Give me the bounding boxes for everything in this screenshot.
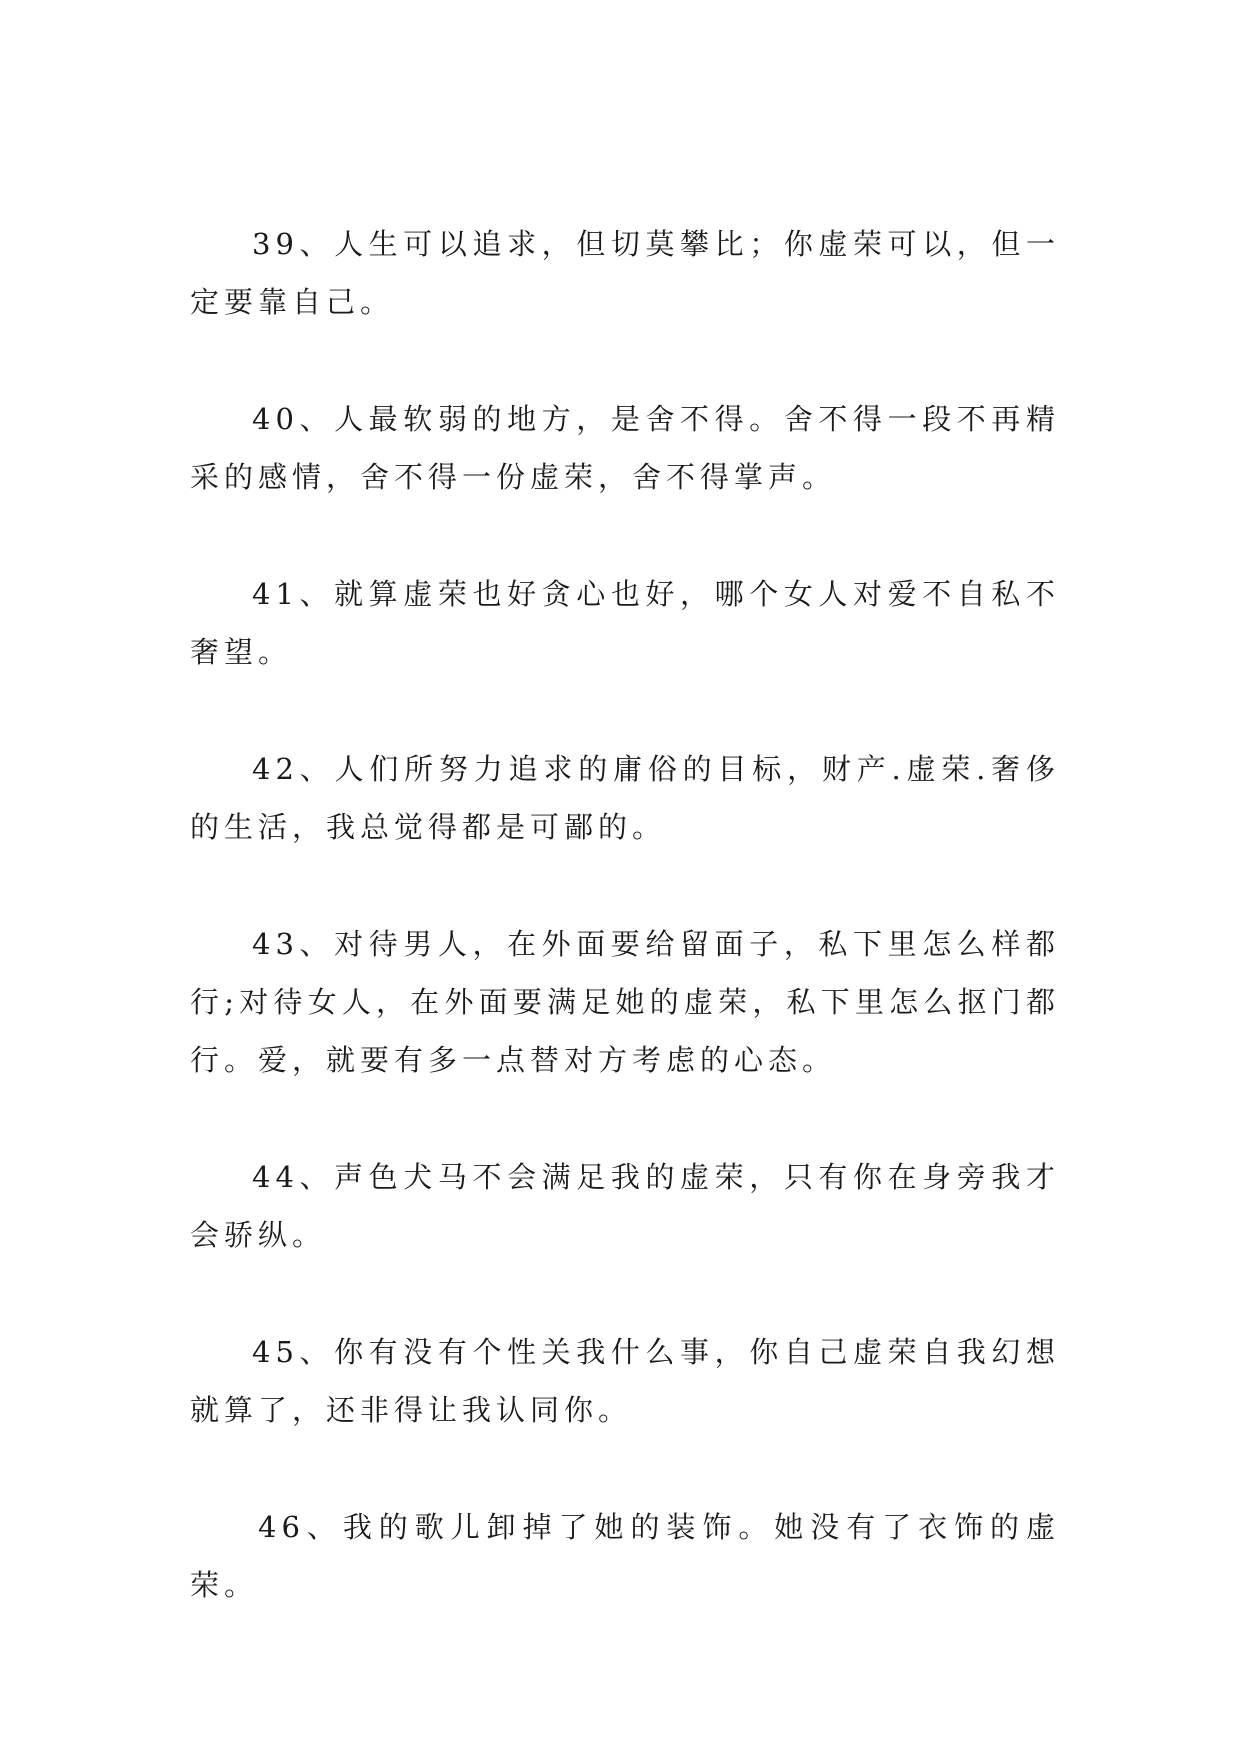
paragraph-39: 39、人生可以追求，但切莫攀比；你虚荣可以，但一定要靠自己。 bbox=[190, 227, 1060, 319]
paragraph-46: 46、我的歌儿卸掉了她的装饰。她没有了衣饰的虚荣。 bbox=[190, 1510, 1060, 1602]
paragraph-43: 43、对待男人，在外面要给留面子，私下里怎么样都行;对待女人，在外面要满足她的虚荣，私下里怎么抠门都行。爱，就要有多一点替对方考虑的心态。 bbox=[190, 927, 1060, 1077]
paragraph-40: 40、人最软弱的地方，是舍不得。舍不得一段不再精采的感情，舍不得一份虚荣，舍不得掌声。 bbox=[190, 402, 1060, 494]
paragraph-41: 41、就算虚荣也好贪心也好，哪个女人对爱不自私不奢望。 bbox=[190, 577, 1060, 669]
paragraph-42: 42、人们所努力追求的庸俗的目标，财产.虚荣.奢侈的生活，我总觉得都是可鄙的。 bbox=[190, 752, 1060, 844]
paragraph-45: 45、你有没有个性关我什么事，你自己虚荣自我幻想就算了，还非得让我认同你。 bbox=[190, 1335, 1060, 1427]
paragraph-44: 44、声色犬马不会满足我的虚荣，只有你在身旁我才会骄纵。 bbox=[190, 1160, 1060, 1252]
